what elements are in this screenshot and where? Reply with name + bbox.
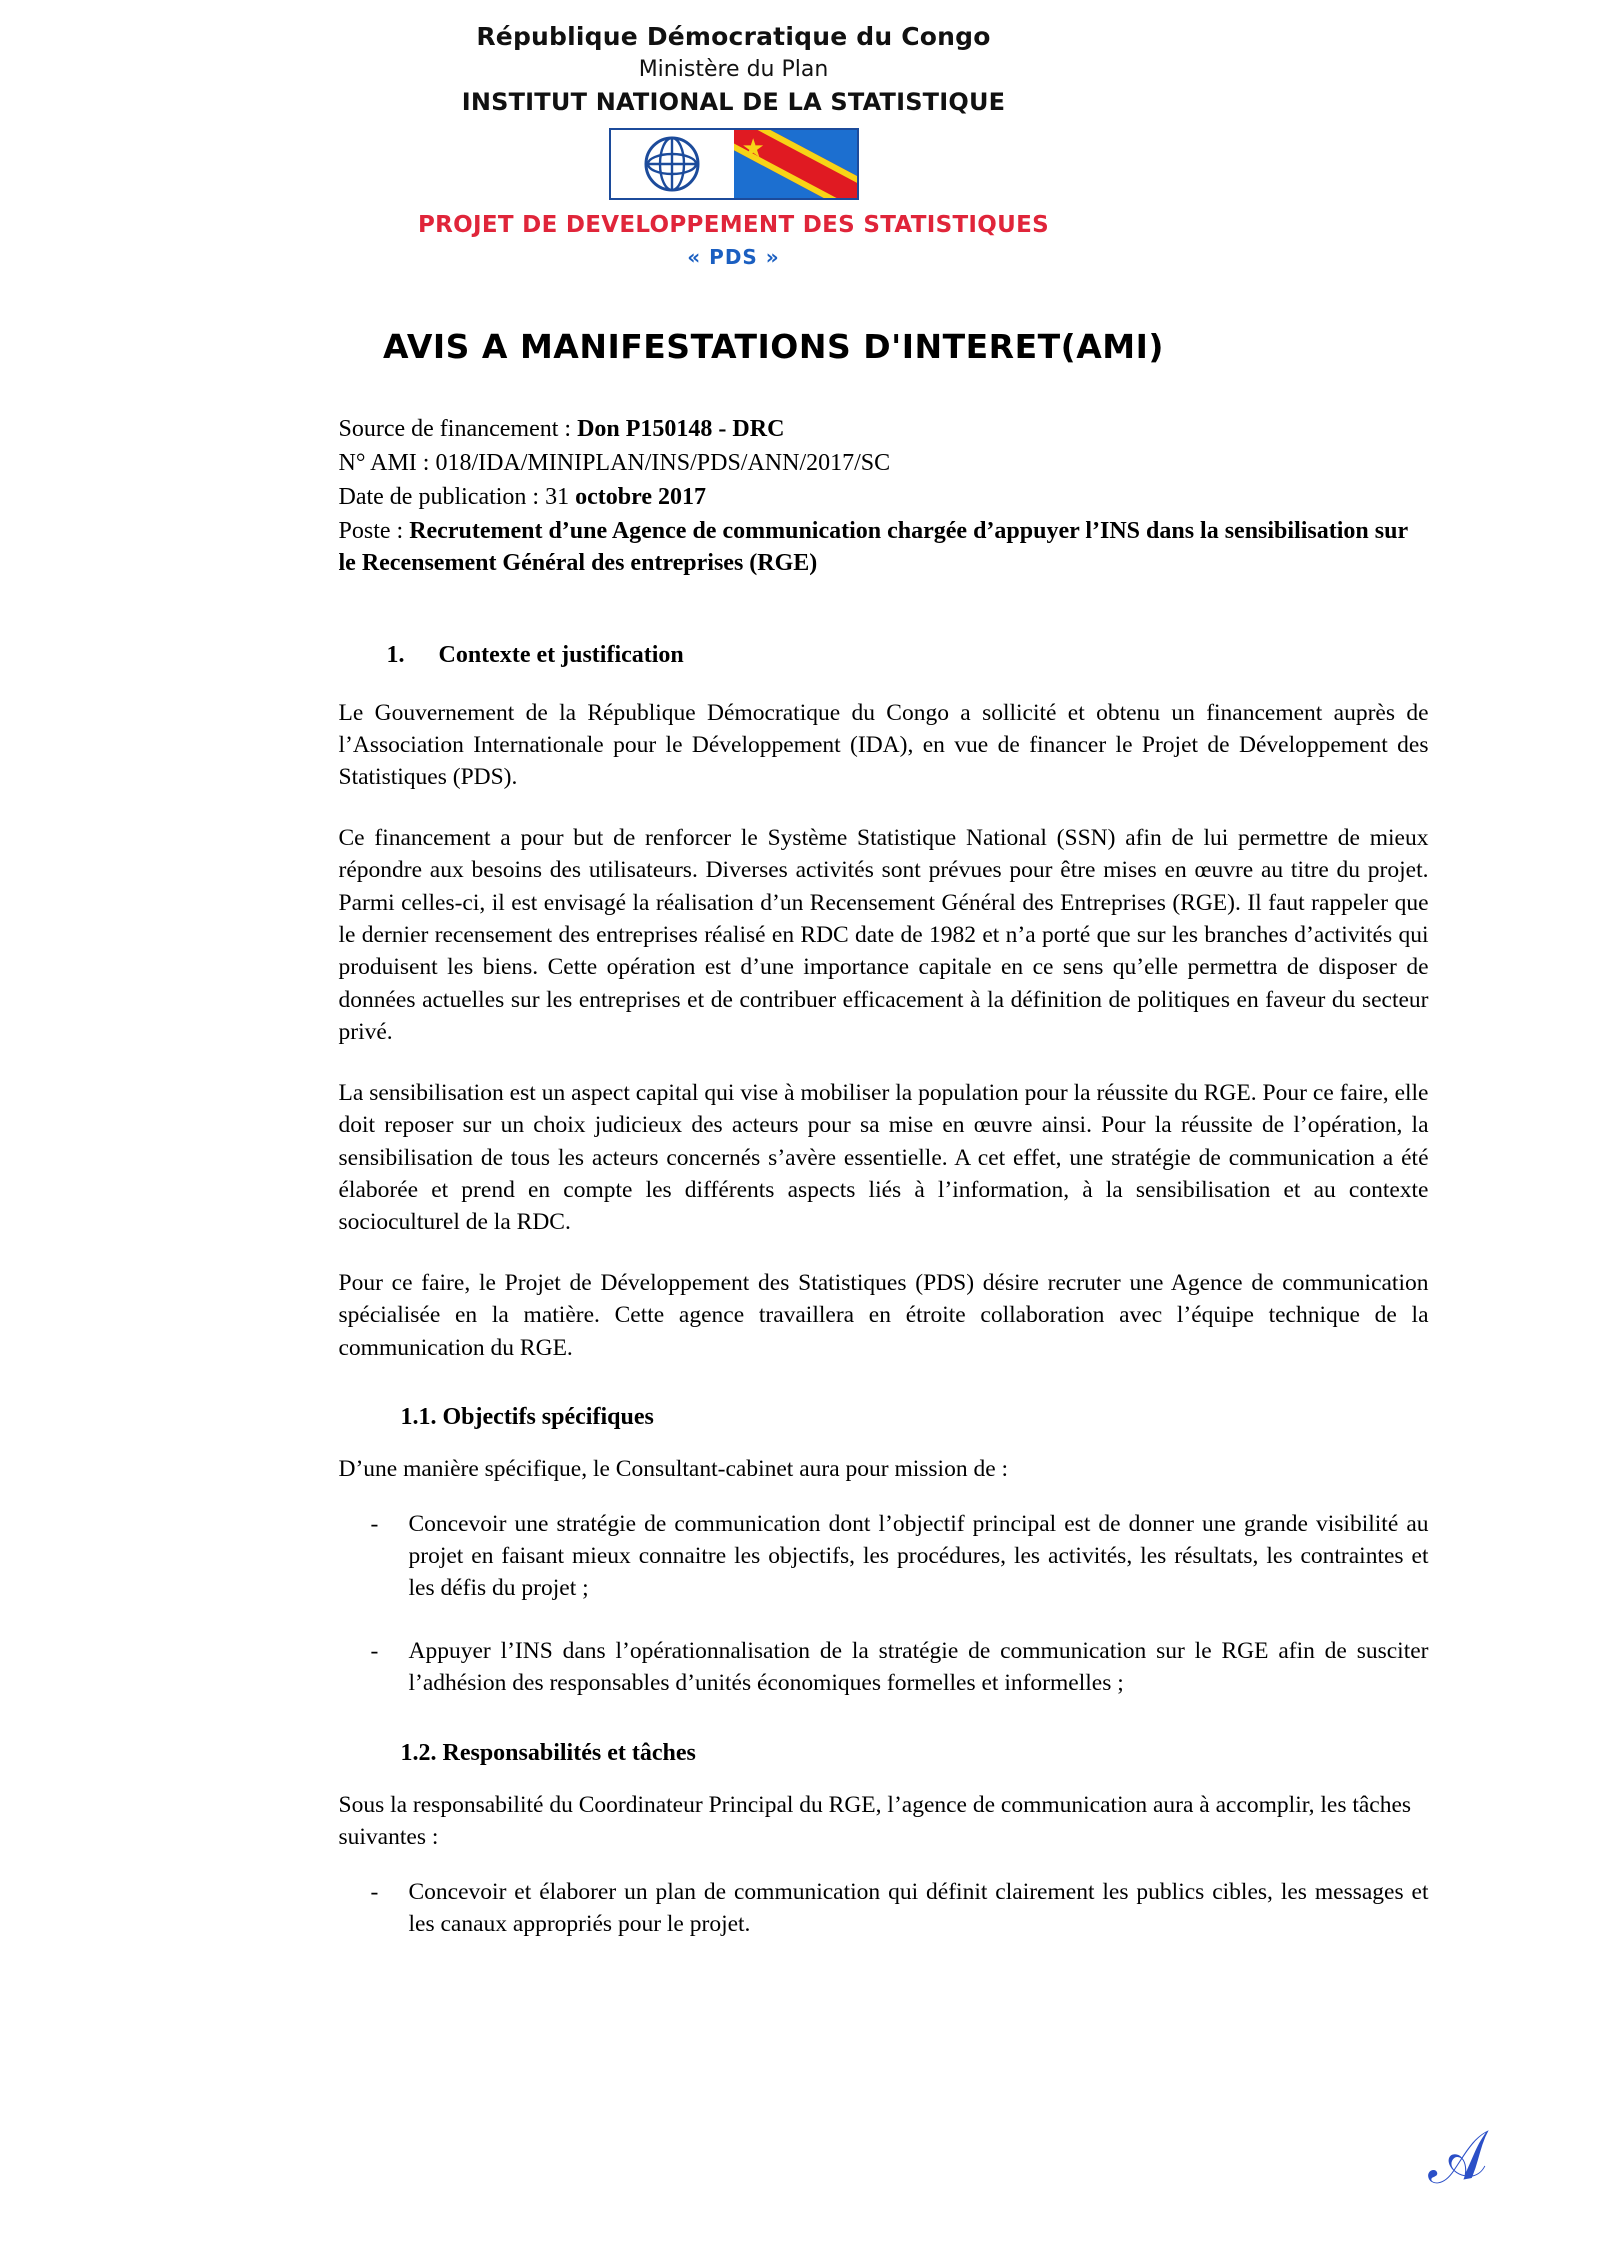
funding-source-label: Source de financement : xyxy=(338,416,578,442)
publication-date-line xyxy=(339,482,1429,514)
funding-source-value: Don P150148 - DRC xyxy=(577,416,785,442)
section-1-number: 1. xyxy=(386,641,405,668)
header-country: République Démocratique du Congo xyxy=(476,22,991,51)
signature-mark: 𝒜 xyxy=(1421,2119,1492,2198)
document-body xyxy=(179,414,1429,1940)
list-item: - Appuyer l’INS dans l’opérationnalisation de la stratégie de communication sur le RGE afin de susciter l’adhésion des responsables d’unités économiques formelles et informelles ; xyxy=(339,1635,1429,1700)
list-item: - Concevoir et élaborer un plan de communication qui définit clairement les publics cibles, les messages et les canaux appropriés pour le projet. xyxy=(339,1876,1429,1941)
emblem-flag-logo xyxy=(0,128,1607,200)
section-1-1-list xyxy=(339,1508,1429,1700)
post-label: Poste : xyxy=(338,517,410,544)
publication-date-value: octobre 2017 xyxy=(575,483,706,510)
emblem-box xyxy=(609,128,859,200)
section-1-paragraph-3: La sensibilisation est un aspect capital qui vise à mobiliser la population pour la réussite du RGE. Pour ce faire, elle doit reposer sur un choix judicieux des acteurs pour sa mise en œuvre ainsi. Pour la réussite de l’opération, la sensibilisation de tous les acteurs concernés s’avère essentielle. A cet effet, une stratégie de communication a été élaborée et prend en compte les différents aspects liés à l’information, à la sensibilisation et au contexte socioculturel de la RDC. xyxy=(338,1079,1429,1236)
section-1-paragraph-1: Le Gouvernement de la République Démocratique du Congo a sollicité et obtenu un financement auprès de l’Association Internationale pour le Développement (IDA), en vue de financer le Projet de Développement des Statistiques (PDS). xyxy=(338,699,1429,791)
post-value: Recrutement d’une Agence de communication chargée d’appuyer l’INS dans la sensibilisation sur le Recensement Général des entreprises (RGE) xyxy=(338,517,1408,576)
ami-number-value: 018/IDA/MINIPLAN/INS/PDS/ANN/2017/SC xyxy=(435,449,891,476)
section-1-1-lead: D’une manière spécifique, le Consultant-cabinet aura pour mission de : xyxy=(338,1456,1009,1483)
document-header xyxy=(0,0,1607,269)
project-title: PROJET DE DEVELOPPEMENT DES STATISTIQUES xyxy=(418,212,1049,238)
globe-icon xyxy=(611,130,734,198)
list-item: - Concevoir une stratégie de communication dont l’objectif principal est de donner une grande visibilité au projet en faisant mieux connaitre les objectifs, les procédures, les activités, les résultats, les contraintes et les défis du projet ; xyxy=(339,1508,1429,1605)
publication-date-label: Date de publication : 31 xyxy=(338,483,576,510)
page-title: AVIS A MANIFESTATIONS D'INTERET(AMI) xyxy=(383,327,1164,366)
funding-source-line xyxy=(339,414,1429,446)
header-ministry: Ministère du Plan xyxy=(638,57,829,82)
ami-number-label: N° AMI : xyxy=(338,449,436,476)
section-1-2-list xyxy=(339,1876,1429,1941)
notice-metadata xyxy=(339,414,1429,580)
section-1-2-lead: Sous la responsabilité du Coordinateur Principal du RGE, l’agence de communication aura à accomplir, les tâches suivantes : xyxy=(338,1791,1412,1851)
post-line xyxy=(339,516,1429,580)
section-1-heading xyxy=(339,642,1429,669)
section-1-2-heading: 1.2. Responsabilités et tâches xyxy=(400,1739,696,1766)
section-1-title: Contexte et justification xyxy=(438,641,684,668)
flag-star-icon: ★ xyxy=(741,134,765,163)
project-abbreviation: « PDS » xyxy=(687,245,780,269)
header-institute: INSTITUT NATIONAL DE LA STATISTIQUE xyxy=(461,88,1006,116)
section-1-paragraph-2: Ce financement a pour but de renforcer le Système Statistique National (SSN) afin de lui permettre de mieux répondre aux besoins des utilisateurs. Diverses activités sont prévues pour être mises en œuvre au titre du projet. Parmi celles-ci, il est envisagé la réalisation d’un Recensement Général des Entreprises (RGE). Il faut rappeler que le dernier recensement des entreprises réalisé en RDC date de 1982 et n’a porté que sur les branches d’activités qui produisent les biens. Cette opération est d’une importance capitale en ce sens qu’elle permettra de disposer de données actuelles sur les entreprises et de contribuer efficacement à la définition de politiques en faveur du secteur privé. xyxy=(338,824,1429,1046)
drc-flag-icon xyxy=(734,130,857,198)
ami-number-line xyxy=(339,448,1429,480)
section-1-paragraph-4: Pour ce faire, le Projet de Développement des Statistiques (PDS) désire recruter une Agence de communication spécialisée en la matière. Cette agence travaillera en étroite collaboration avec l’équipe technique de la communication du RGE. xyxy=(338,1269,1429,1361)
section-1-1-heading: 1.1. Objectifs spécifiques xyxy=(400,1404,654,1431)
